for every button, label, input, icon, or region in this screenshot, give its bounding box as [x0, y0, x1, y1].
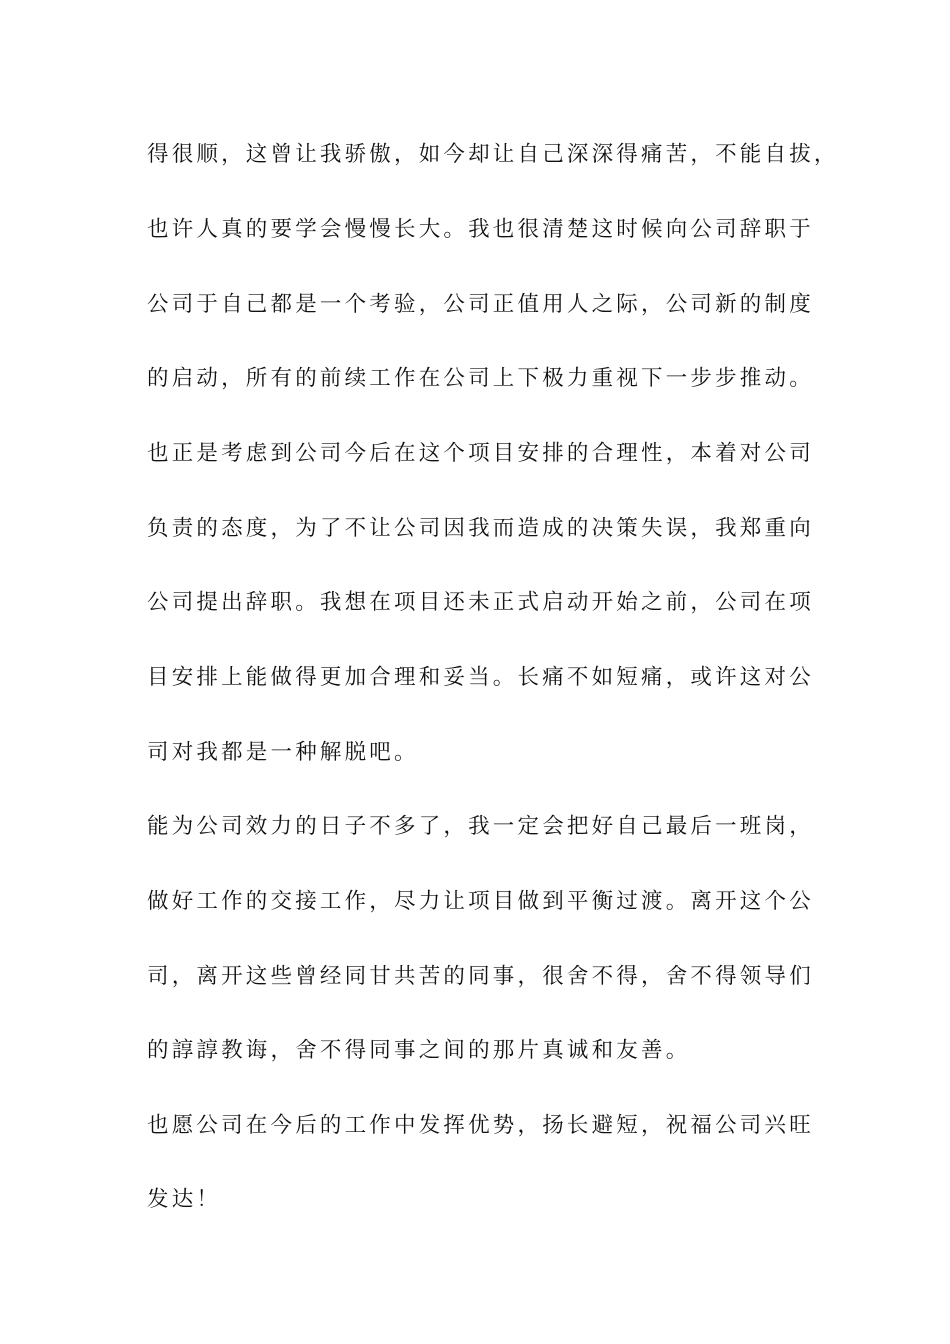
- text-line: 公司于自己都是一个考验，公司正值用人之际，公司新的制度: [147, 292, 814, 317]
- text-line: 目安排上能做得更加合理和妥当。长痛不如短痛，或许这对公: [147, 665, 814, 690]
- text-line: 也许人真的要学会慢慢长大。我也很清楚这时候向公司辞职于: [147, 217, 814, 242]
- text-line: 也愿公司在今后的工作中发挥优势，扬长避短，祝福公司兴旺: [147, 1113, 814, 1138]
- text-line: 负责的态度，为了不让公司因我而造成的决策失误，我郑重向: [147, 516, 814, 541]
- text-line: 的諄諄教诲，舍不得同事之间的那片真诚和友善。: [147, 1038, 691, 1063]
- text-line: 司，离开这些曾经同甘共苦的同事，很舍不得，舍不得领导们: [147, 964, 814, 989]
- text-line: 能为公司效力的日子不多了，我一定会把好自己最后一班岗，: [147, 814, 814, 839]
- text-line: 的启动，所有的前续工作在公司上下极力重视下一步步推动。: [147, 366, 814, 391]
- text-line: 公司提出辞职。我想在项目还未正式启动开始之前，公司在项: [147, 590, 814, 615]
- text-line: 司对我都是一种解脱吧。: [147, 740, 419, 765]
- text-line: 做好工作的交接工作，尽力让项目做到平衡过渡。离开这个公: [147, 889, 814, 914]
- text-line: 得很顺，这曾让我骄傲，如今却让自己深深得痛苦，不能自拔，: [147, 142, 839, 167]
- text-line: 也正是考虑到公司今后在这个项目安排的合理性，本着对公司: [147, 441, 814, 466]
- text-line: 发达！: [147, 1187, 222, 1212]
